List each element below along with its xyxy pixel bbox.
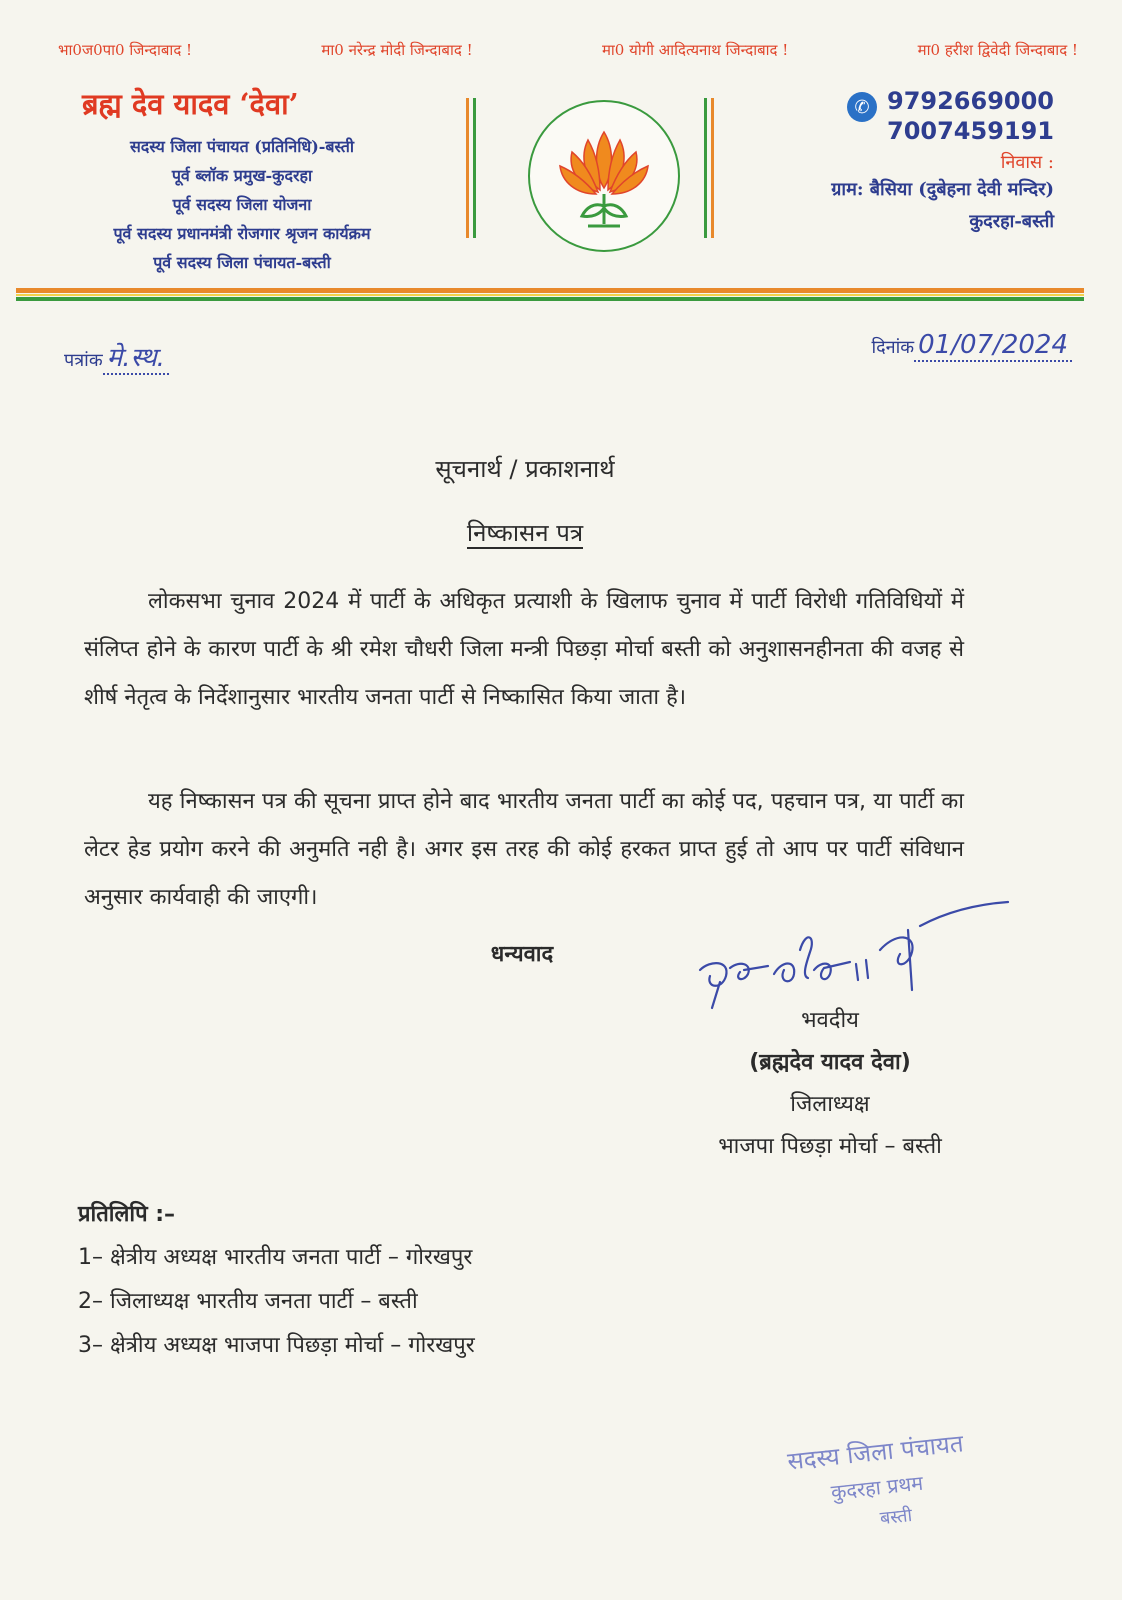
sender-positions [62,132,422,277]
date-value: 01/07/2024 [914,330,1072,362]
signatory-title: जिलाध्यक्ष [790,1092,870,1117]
letter-heading: सूचनार्थ / प्रकाशनार्थ [435,455,615,483]
stamp-line: बस्ती [878,1504,914,1530]
letter-subject [0,516,1050,549]
copy-to-title: प्रतिलिपि :– [78,1202,176,1227]
position-line: सदस्य जिला पंचायत (प्रतिनिधि)-बस्ती [129,137,355,156]
copy-to-list [78,1236,475,1368]
signoff-block [700,1000,960,1168]
list-item: 1– क्षेत्रीय अध्यक्ष भारतीय जनता पार्टी – गोरखपुर [78,1245,473,1270]
paragraph-text: यह निष्कासन पत्र की सूचना प्राप्त होने बाद भारतीय जनता पार्टी का कोई पद, पहचान पत्र, या पार्टी का लेटर हेड प्रयोग करने की अनुमति नही है। अगर इस तरह की कोई हरकत प्राप्त हुई तो आप पर पार्टी संविधान अनुसार कार्यवाही की जाएगी। [84,789,964,910]
right-accent-bars [704,98,718,238]
contact-block [831,86,1054,238]
subject-text: निष्कासन पत्र [466,519,584,547]
slogan-3: मा0 योगी आदित्यनाथ जिन्दाबाद ! [601,41,789,59]
saffron-stripe [16,288,1084,293]
stamp-line: कुदरहा प्रथम [829,1470,925,1505]
closing-text: भवदीय [801,1008,859,1033]
reference-label: पत्रांक [64,350,103,371]
slogan-4: मा0 हरीश द्विवेदी जिन्दाबाद ! [917,41,1078,59]
sender-name: ब्रह्म देव यादव ‘देवा’ [82,87,299,121]
position-line: पूर्व सदस्य जिला योजना [172,195,312,214]
signatory-name: (ब्रह्मदेव यादव देवा) [749,1050,911,1075]
thanks-text: धन्यवाद [490,942,554,967]
residence-label: निवास : [1000,152,1054,173]
position-line: पूर्व ब्लॉक प्रमुख-कुदरहा [171,166,313,185]
green-stripe [16,297,1084,301]
position-line: पूर्व सदस्य प्रधानमंत्री रोजगार श्रृजन कार्यक्रम [113,224,371,243]
lotus-logo [528,100,680,252]
yellow-stripe [16,294,1084,296]
reference-value: मे.स्थ. [103,343,169,375]
phone-number: 7007459191 [887,117,1054,145]
slogan-1: भा0ज0पा0 जिन्दाबाद ! [58,41,193,59]
stamp-line: सदस्य जिला पंचायत [786,1429,965,1476]
signatory-org: भाजपा पिछड़ा मोर्चा – बस्ती [718,1134,942,1159]
paragraph-text: लोकसभा चुनाव 2024 में पार्टी के अधिकृत प्रत्याशी के खिलाफ चुनाव में पार्टी विरोधी गतिविधियों में संलिप्त होने के कारण पार्टी के श्री रमेश चौधरी जिला मन्त्री पिछड़ा मोर्चा बस्ती को अनुशासनहीनता की वजह से शीर्ष नेतृत्व के निर्देशानुसार भारतीय जनता पार्टी से निष्कासित किया जाता है। [84,589,964,710]
address-line: ग्राम: बैसिया (दुबेहना देवी मन्दिर) [831,179,1054,200]
letter-date [871,330,1072,360]
list-item: 2– जिलाध्यक्ष भारतीय जनता पार्टी – बस्ती [78,1289,418,1314]
slogan-2: मा0 नरेन्द्र मोदी जिन्दाबाद ! [321,41,473,59]
date-label: दिनांक [871,337,915,358]
left-accent-bars [466,98,480,238]
rubber-stamp [780,1424,1020,1534]
position-line: पूर्व सदस्य जिला पंचायत-बस्ती [153,253,331,272]
reference-number [64,338,169,374]
address-line: कुदरहा-बस्ती [969,211,1054,232]
lotus-icon [530,102,678,250]
body-paragraph-1 [84,578,964,722]
list-item: 3– क्षेत्रीय अध्यक्ष भाजपा पिछड़ा मोर्चा – गोरखपुर [78,1333,475,1358]
phone-number: 9792669000 [887,87,1054,115]
slogan-bar [58,40,1078,60]
phone-icon: ✆ [847,92,877,122]
